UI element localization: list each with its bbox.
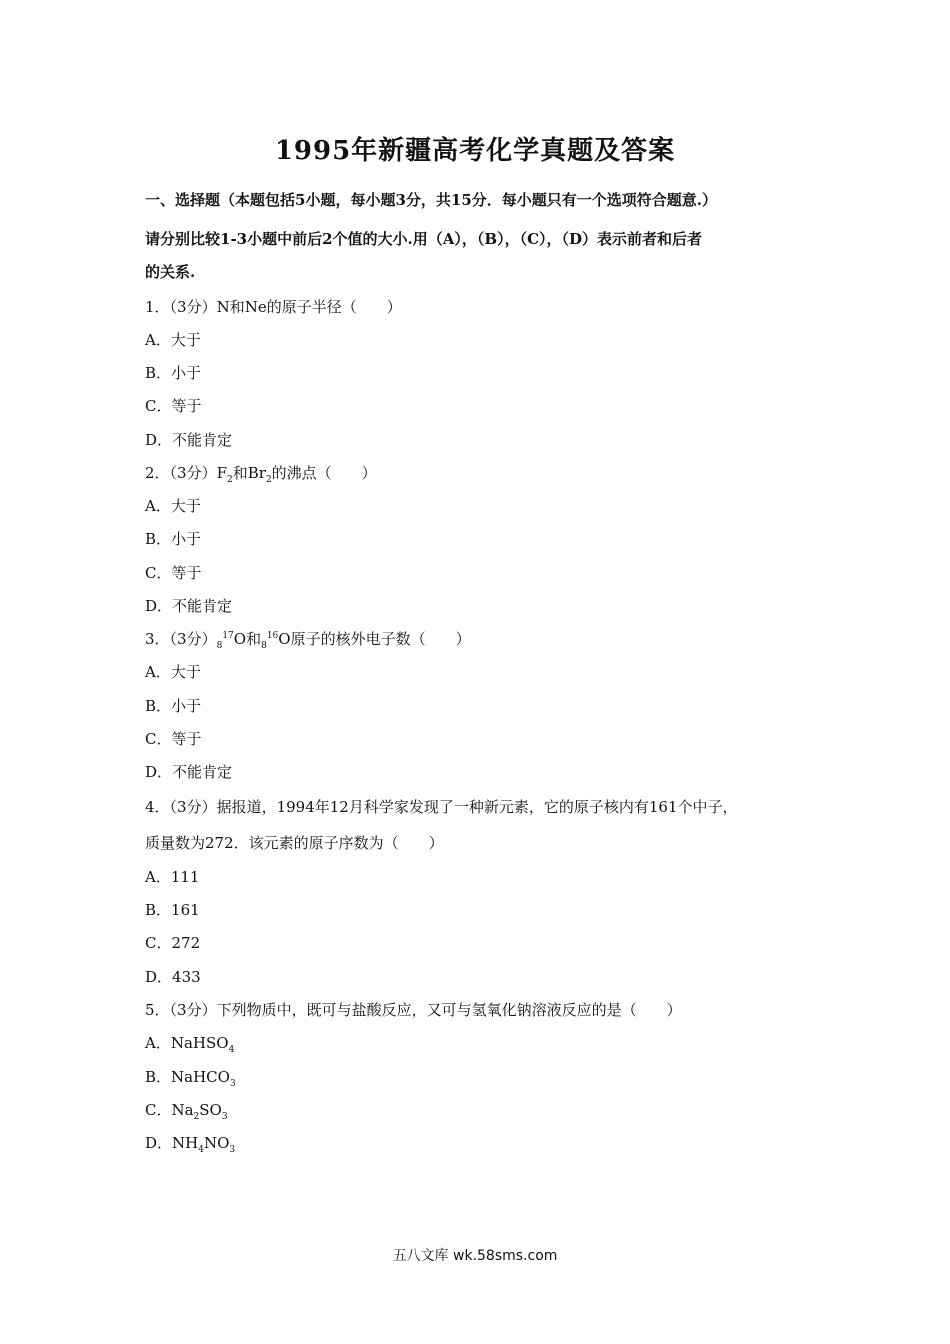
q2-option-a: A．大于	[145, 497, 201, 515]
q3-option-d: D．不能肯定	[145, 763, 233, 781]
q1-option-d: D．不能肯定	[145, 431, 233, 449]
question-1-stem: 1．（3分）N和Ne的原子半径（ ）	[145, 298, 402, 316]
q4-option-c: C．272	[145, 934, 201, 952]
question-4-stem-line-1: 4．（3分）据报道，1994年12月科学家发现了一种新元素，它的原子核内有161个中子，	[145, 798, 738, 816]
q1-option-a: A．大于	[145, 331, 201, 349]
question-4-stem-line-2: 质量数为272．该元素的原子序数为（ ）	[145, 834, 444, 852]
q1-option-b: B．小于	[145, 364, 202, 382]
q3-option-c: C．等于	[145, 730, 202, 748]
q5-option-b: B．NaHCO$_3$	[145, 1068, 236, 1089]
section-heading: 一、选择题（本题包括5小题，每小题3分，共15分．每小题只有一个选项符合题意.）	[145, 191, 717, 209]
footer-watermark: 五八文库 wk.58sms.com	[392, 1248, 558, 1264]
q2-option-d: D．不能肯定	[145, 597, 233, 615]
q2-option-b: B．小于	[145, 530, 202, 548]
question-2-stem: 2．（3分）$F_2$和$Br_2$的沸点（ ）	[145, 464, 377, 485]
q3-option-b: B．小于	[145, 697, 202, 715]
instruction-line-1: 请分别比较1-3小题中前后2个值的大小.用（A），（B），（C），（D）表示前者和后者	[145, 230, 703, 248]
q5-option-d: D．$NH_4NO_3$	[145, 1134, 236, 1155]
question-5-stem: 5．（3分）下列物质中，既可与盐酸反应，又可与氢氧化钠溶液反应的是（ ）	[145, 1001, 682, 1019]
q5-option-c: C．$Na_2SO_3$	[145, 1101, 228, 1122]
q4-option-d: D．433	[145, 968, 201, 986]
page-title: 1995年新疆高考化学真题及答案	[274, 136, 676, 166]
q4-option-b: B．161	[145, 901, 200, 919]
q1-option-c: C．等于	[145, 397, 202, 415]
q4-option-a: A．111	[145, 868, 200, 886]
instruction-line-2: 的关系.	[145, 263, 196, 281]
q2-option-c: C．等于	[145, 564, 202, 582]
q3-option-a: A．大于	[145, 663, 201, 681]
question-3-stem: 3．（3分）$_8^{17}O$和$_8^{16}$O原子的核外电子数（ ）	[145, 630, 471, 651]
q5-option-a: A．NaHSO$_4$	[145, 1034, 235, 1055]
